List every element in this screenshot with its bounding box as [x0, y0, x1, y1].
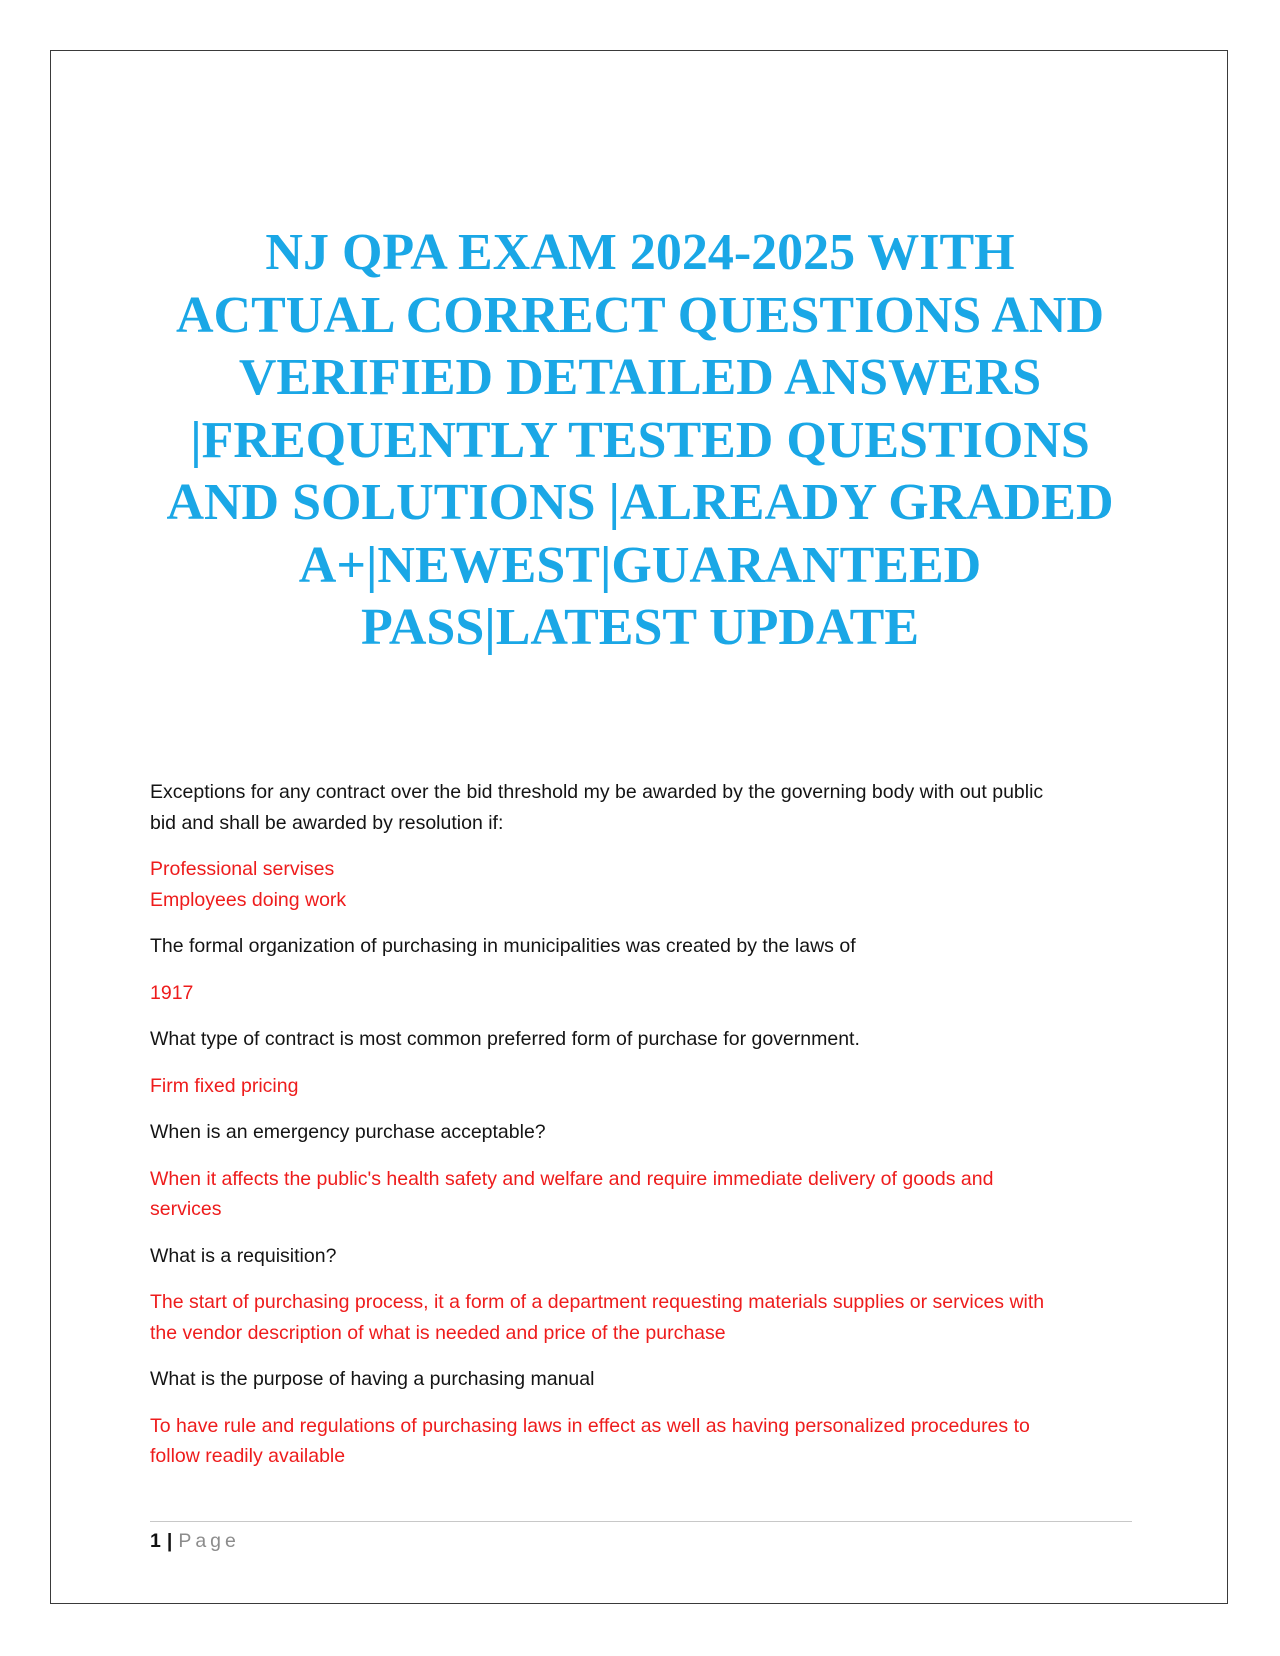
question-line: Exceptions for any contract over the bid threshold my be awarded by the governing body with out public	[150, 781, 1044, 803]
answer	[150, 1411, 1140, 1472]
title-line: PASS|LATEST UPDATE	[360, 599, 920, 656]
question	[150, 1024, 1140, 1055]
answer	[150, 978, 1140, 1009]
document-title	[120, 222, 1160, 660]
title-line: ACTUAL CORRECT QUESTIONS AND	[175, 286, 1105, 344]
title-line: AND SOLUTIONS |ALREADY GRADED	[166, 474, 1114, 531]
answer-line: Professional servises	[150, 858, 335, 880]
answer	[150, 1071, 1140, 1102]
question-line: What is a requisition?	[150, 1244, 337, 1267]
answer-line: Employees doing work	[150, 888, 347, 911]
question	[150, 1364, 1140, 1395]
answer	[150, 854, 1140, 915]
answer-line: To have rule and regulations of purchasing laws in effect as well as having personalized procedures to	[150, 1414, 1030, 1437]
answer-line: When it affects the public's health safety and welfare and require immediate delivery of goods and	[150, 1167, 994, 1190]
title-line: A+|NEWEST|GUARANTEED	[298, 536, 982, 594]
question	[150, 1241, 1140, 1272]
question-line: bid and shall be awarded by resolution if:	[150, 811, 504, 834]
page-separator: |	[166, 1530, 173, 1552]
title-line: |FREQUENTLY TESTED QUESTIONS	[190, 411, 1090, 469]
question-line: When is an emergency purchase acceptable?	[150, 1121, 546, 1143]
page-number: 1	[150, 1530, 161, 1552]
question-line: What type of contract is most common preferred form of purchase for government.	[150, 1028, 860, 1050]
answer-line: follow readily available	[150, 1445, 346, 1467]
title-line: NJ QPA EXAM 2024-2025 WITH	[265, 224, 1015, 281]
question	[150, 931, 1140, 962]
question-line: What is the purpose of having a purchasing manual	[150, 1368, 595, 1390]
title-line: VERIFIED DETAILED ANSWERS	[238, 349, 1042, 406]
answer	[150, 1287, 1140, 1348]
answer-line: The start of purchasing process, it a form of a department requesting materials supplies or services with	[150, 1291, 1045, 1313]
question	[150, 777, 1140, 838]
answer-line: the vendor description of what is needed and price of the purchase	[150, 1321, 726, 1344]
question-line: The formal organization of purchasing in municipalities was created by the laws of	[150, 935, 856, 957]
footer-divider	[150, 1521, 1132, 1522]
answer-line: 1917	[150, 981, 194, 1004]
question	[150, 1117, 1140, 1148]
answer-line: services	[150, 1198, 222, 1220]
answer	[150, 1164, 1140, 1225]
page-label: Page	[178, 1530, 240, 1552]
answer-line: Firm fixed pricing	[150, 1074, 299, 1097]
page-footer	[150, 1526, 240, 1556]
qa-list	[150, 777, 1140, 1488]
